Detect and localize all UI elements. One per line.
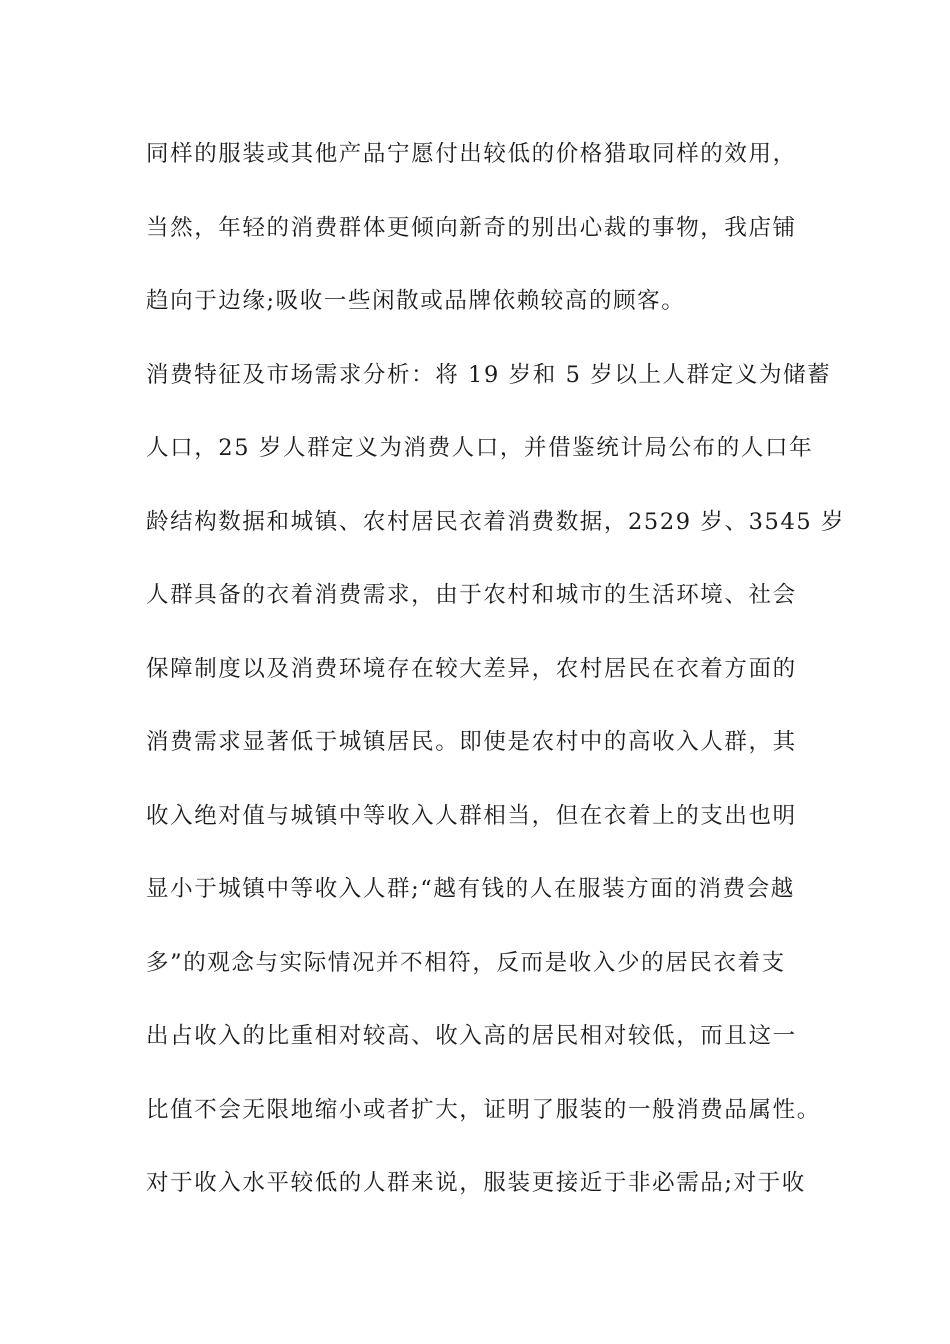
text-line: 多”的观念与实际情况并不相符，反而是收入少的居民衣着支	[146, 949, 786, 976]
text-line: 收入绝对值与城镇中等收入人群相当，但在衣着上的支出也明	[146, 802, 797, 829]
text-line: 保障制度以及消费环境存在较大差异，农村居民在衣着方面的	[146, 655, 797, 682]
text-line: 当然，年轻的消费群体更倾向新奇的别出心裁的事物，我店铺	[146, 214, 797, 241]
text-line: 消费特征及市场需求分析：将 19 岁和 5 岁以上人群定义为储蓄	[146, 361, 832, 388]
text-line: 趋向于边缘;吸收一些闲散或品牌依赖较高的顾客。	[146, 288, 686, 314]
text-line: 同样的服装或其他产品宁愿付出较低的价格猎取同样的效用，	[146, 141, 797, 167]
text-line: 比值不会无限地缩小或者扩大，证明了服装的一般消费品属性。	[146, 1096, 821, 1123]
text-line: 龄结构数据和城镇、农村居民衣着消费数据，2529 岁、3545 岁	[146, 508, 846, 535]
text-line: 消费需求显著低于城镇居民。即使是农村中的高收入人群，其	[146, 729, 797, 755]
text-line: 出占收入的比重相对较高、收入高的居民相对较低，而且这一	[146, 1023, 797, 1049]
text-line: 人口，25 岁人群定义为消费人口，并借鉴统计局公布的人口年	[146, 435, 814, 461]
text-line: 人群具备的衣着消费需求，由于农村和城市的生活环境、社会	[146, 582, 797, 608]
text-line: 显小于城镇中等收入人群;“越有钱的人在服装方面的消费会越	[146, 876, 795, 902]
text-line: 对于收入水平较低的人群来说，服装更接近于非必需品;对于收	[146, 1170, 806, 1196]
body-text	[146, 134, 846, 1237]
